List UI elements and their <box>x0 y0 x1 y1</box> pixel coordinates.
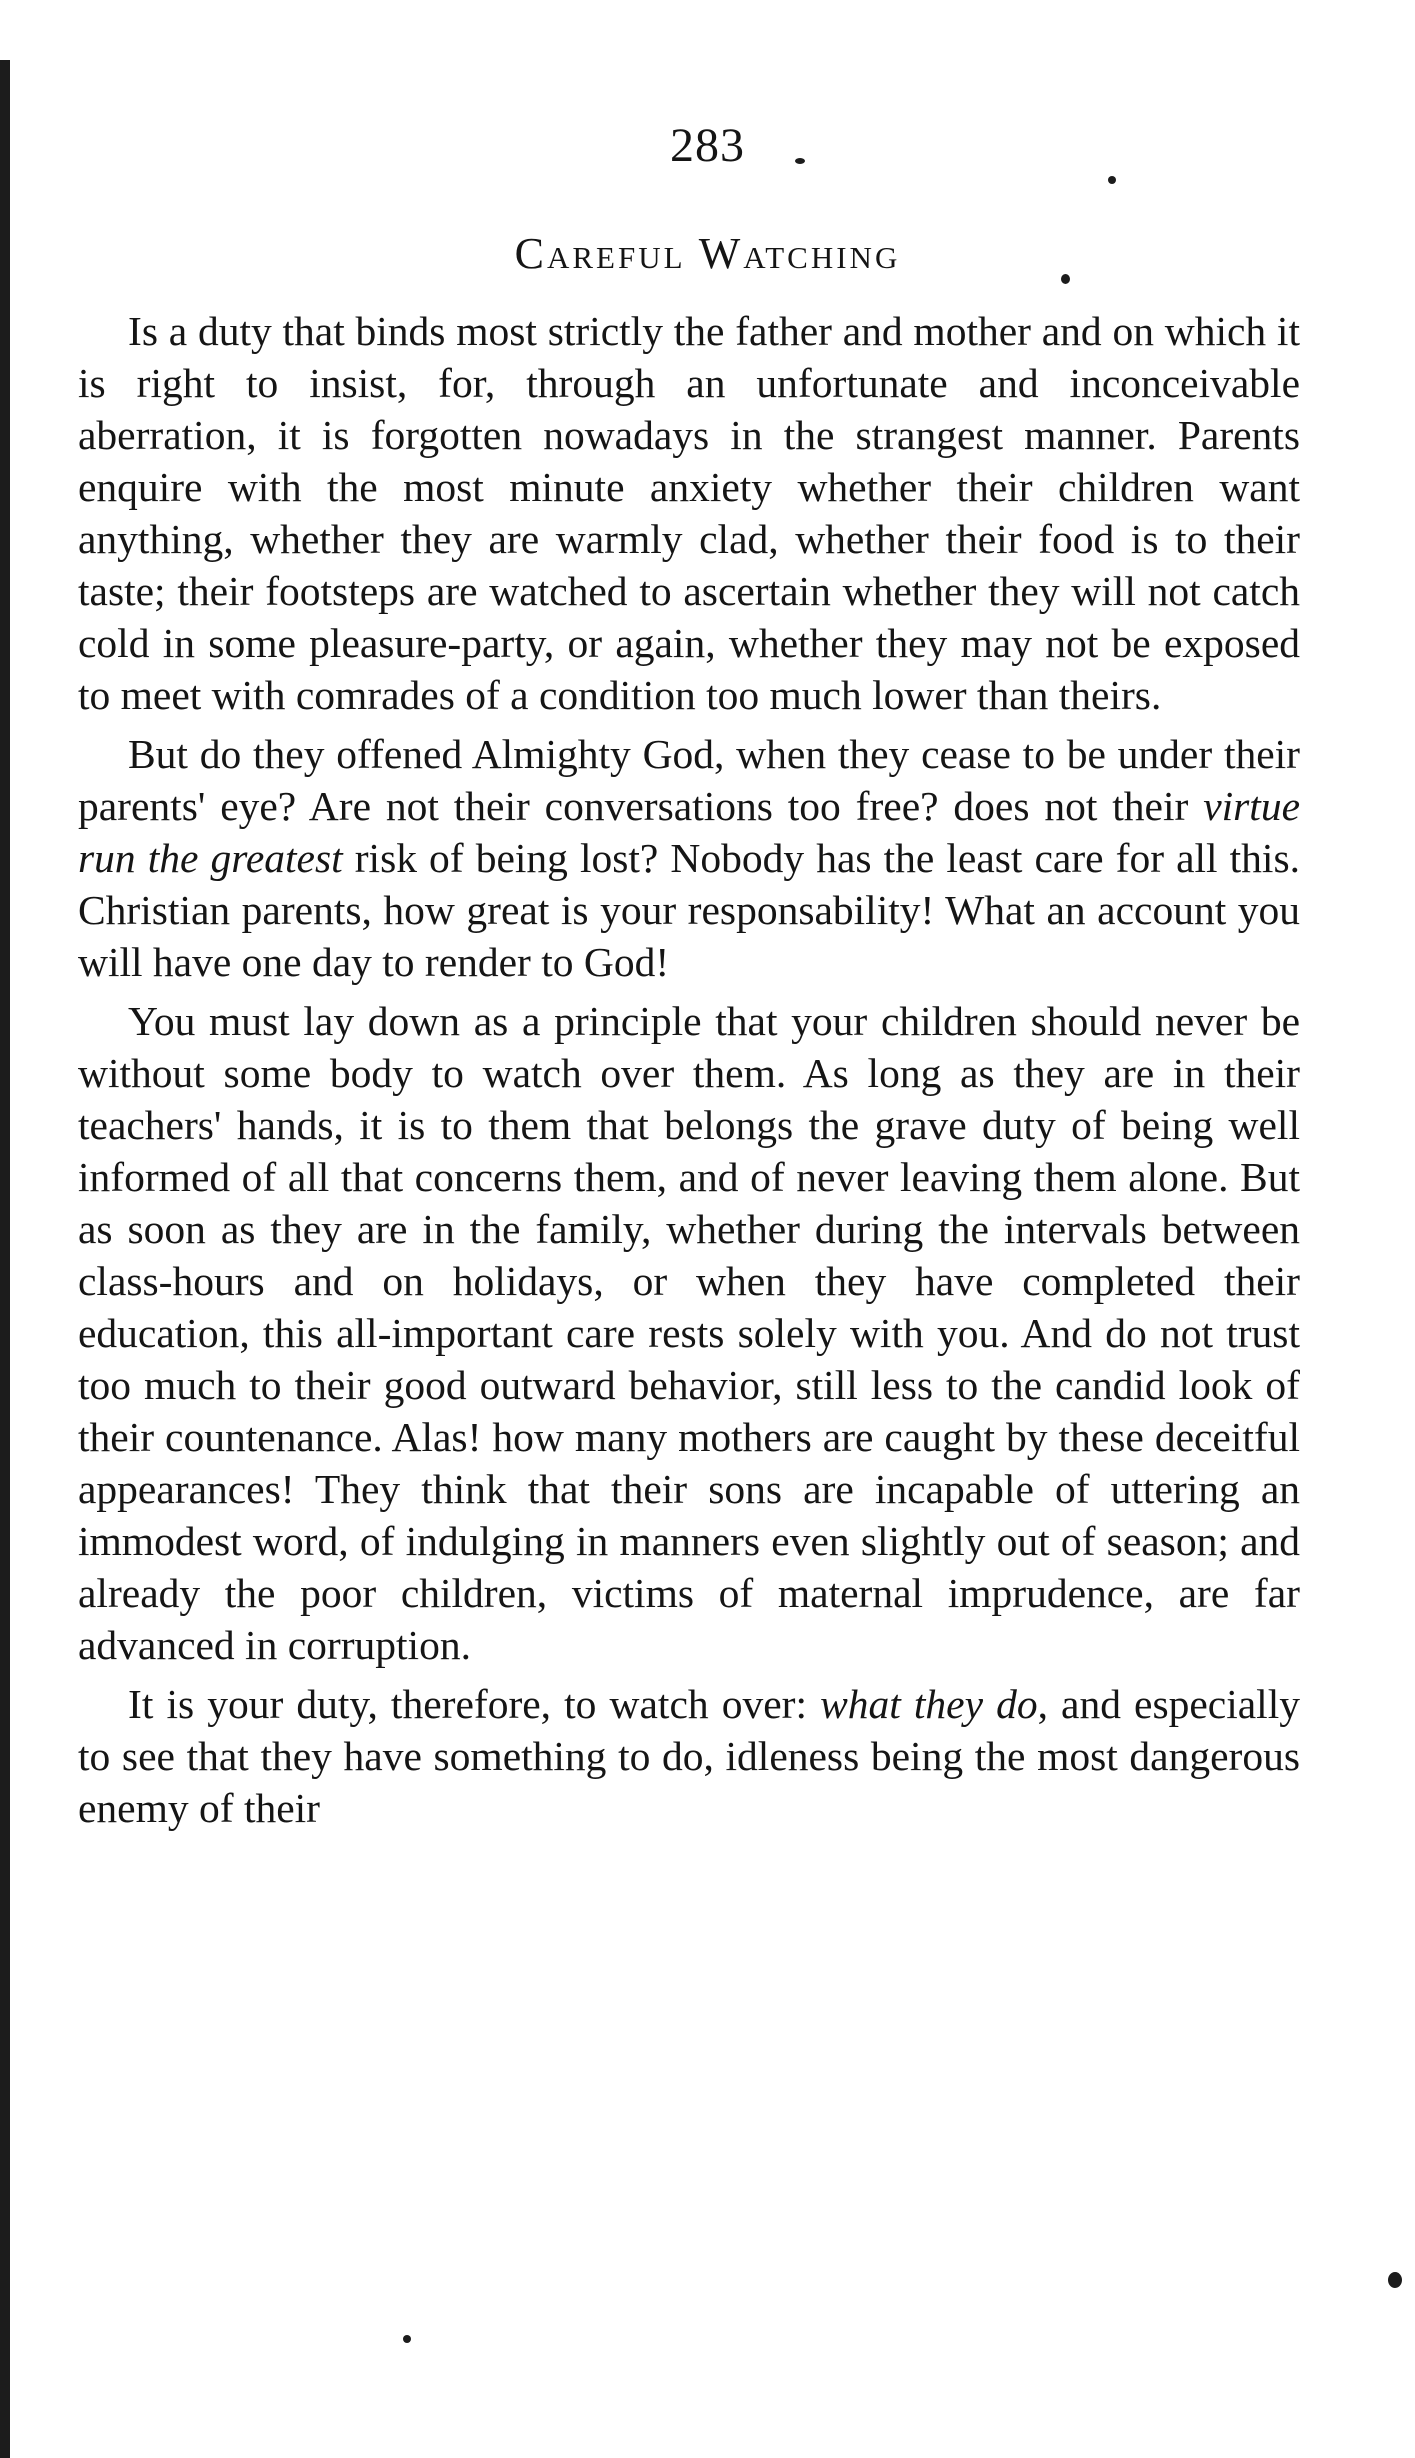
ink-speck <box>403 2335 411 2343</box>
binding-edge <box>0 60 10 2458</box>
page-number: 283 <box>670 119 745 172</box>
paragraph-text: risk of being lost? Nobody has the least care for all this. Christian parents, how great is your responsability! What an account you will have one day to render to God! <box>78 835 1300 985</box>
italic-emphasis: what they do <box>820 1681 1038 1727</box>
ink-speck <box>1108 176 1116 184</box>
paragraph: Is a duty that binds most strictly the father and mother and on which it is right to insist, for, through an unfortunate and inconceivable aberration, it is forgotten nowadays in the strangest manner. Parents enquire with the most minute anxiety whether their children want anything, whether they are warmly clad, whether their food is to their taste; their footsteps are watched to ascertain whether they will not catch cold in some pleasure-party, or again, whether they may not be exposed to meet with comrades of a condition too much lower than theirs. <box>78 308 1300 718</box>
section-heading: Careful Watching <box>514 229 901 278</box>
paragraph-text: But do they offened Almighty God, when they cease to be under their parents' eye? Are not their conversations too free? does not their <box>78 731 1300 829</box>
italic-emphasis: virtue run the greatest <box>78 783 1300 881</box>
paragraph-text: , and especially to see that they have something to do, idleness being the most dangerous enemy of their <box>78 1681 1300 1831</box>
paragraph <box>78 728 1300 988</box>
paragraph <box>78 1678 1300 1834</box>
ink-speck <box>1388 2272 1402 2288</box>
paragraph-text: It is your duty, therefore, to watch over: <box>128 1681 821 1727</box>
paragraph: You must lay down as a principle that your children should never be without some body to watch over them. As long as they are in their teachers' hands, it is to them that belongs the grave duty of being well informed of all that concerns them, and of never leaving them alone. But as soon as they are in the family, whether during the intervals between class-hours and on holidays, or when they have completed their education, this all-important care rests solely with you. And do not trust too much to their good outward behavior, still less to the candid look of their countenance. Alas! how many mothers are caught by these deceitful appearances! They think that their sons are incapable of uttering an immodest word, of indulging in manners even slightly out of season; and already the poor children, victims of maternal imprudence, are far advanced in corruption. <box>78 998 1300 1668</box>
body-text <box>78 305 1300 1841</box>
